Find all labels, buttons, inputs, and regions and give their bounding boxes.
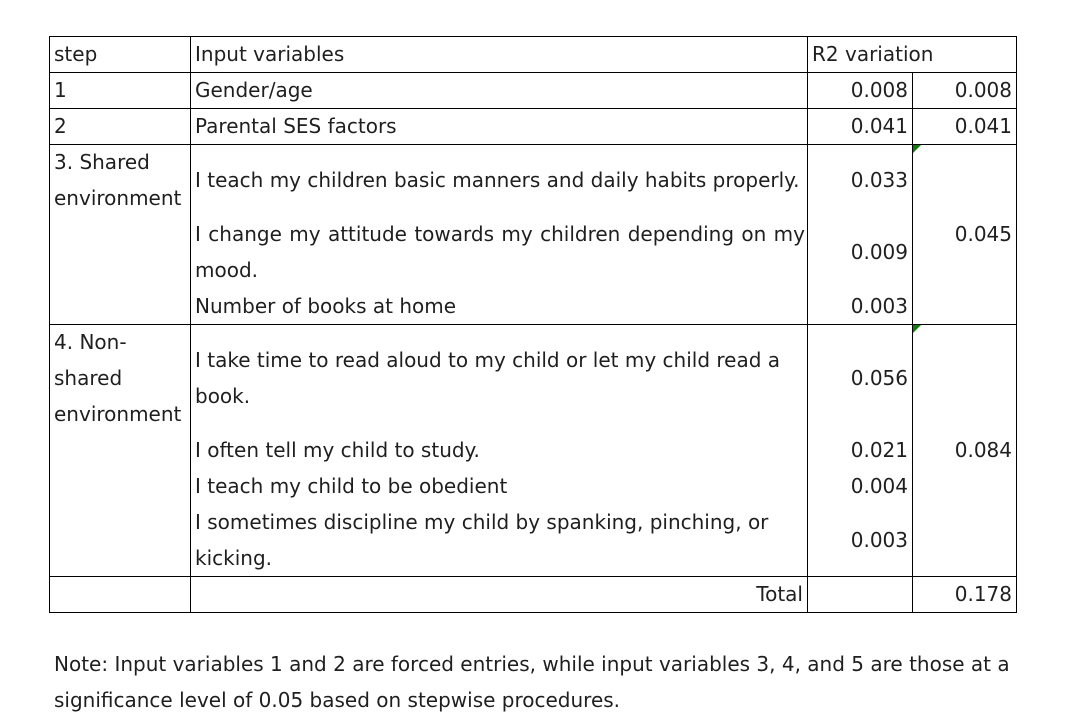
header-step: step [54, 42, 98, 66]
step-1-total: 0.008 [954, 78, 1012, 102]
step-3-label: 3. Shared environment [54, 150, 182, 210]
step-4-r2-4: 0.003 [850, 528, 908, 552]
step-4-r2-3: 0.004 [850, 474, 908, 498]
step-2-variable: Parental SES factors [195, 114, 397, 138]
step-3-variable-1: I teach my children basic manners and daily habits properly. [195, 168, 800, 192]
step-2-total: 0.041 [954, 114, 1012, 138]
step-4-label: 4. Non-shared environment [54, 330, 182, 426]
step-4-variable-4: I sometimes discipline my child by spanking, pinching, or kicking. [195, 510, 769, 570]
step-2-label: 2 [54, 114, 67, 138]
step-4-r2-2: 0.021 [850, 438, 908, 462]
step-3-r2-2: 0.009 [850, 240, 908, 264]
total-label: Total [756, 582, 803, 606]
grid-line [49, 612, 1017, 613]
step-2-r2: 0.041 [850, 114, 908, 138]
step-1-variable: Gender/age [195, 78, 313, 102]
step-3-variable-2: I change my attitude towards my children depending on my mood. [195, 222, 805, 282]
step-3-variable-3: Number of books at home [195, 294, 457, 318]
step-4-variable-3: I teach my child to be obedient [195, 474, 508, 498]
step-1-r2: 0.008 [850, 78, 908, 102]
step-4-variable-2: I often tell my child to study. [195, 438, 480, 462]
step-4-r2-1: 0.056 [850, 366, 908, 390]
step-3-r2-3: 0.003 [850, 294, 908, 318]
table-note: Note: Input variables 1 and 2 are forced entries, while input variables 3, 4, and 5 are those at a significance level of 0.05 based on stepwise procedures. [54, 652, 1010, 712]
step-3-total: 0.045 [954, 222, 1012, 246]
step-3-r2-1: 0.033 [850, 168, 908, 192]
step-1-label: 1 [54, 78, 67, 102]
step-4-variable-1: I take time to read aloud to my child or let my child read a book. [195, 348, 781, 408]
grid-line [49, 324, 1017, 325]
header-r2-variation: R2 variation [812, 42, 934, 66]
comment-indicator-icon [913, 145, 921, 153]
grid-line [912, 72, 913, 613]
comment-indicator-icon [913, 325, 921, 333]
total-value: 0.178 [954, 582, 1012, 606]
step-4-total: 0.084 [954, 438, 1012, 462]
grid-line [49, 144, 1017, 145]
header-input-variables: Input variables [195, 42, 345, 66]
results-table [49, 36, 1017, 613]
